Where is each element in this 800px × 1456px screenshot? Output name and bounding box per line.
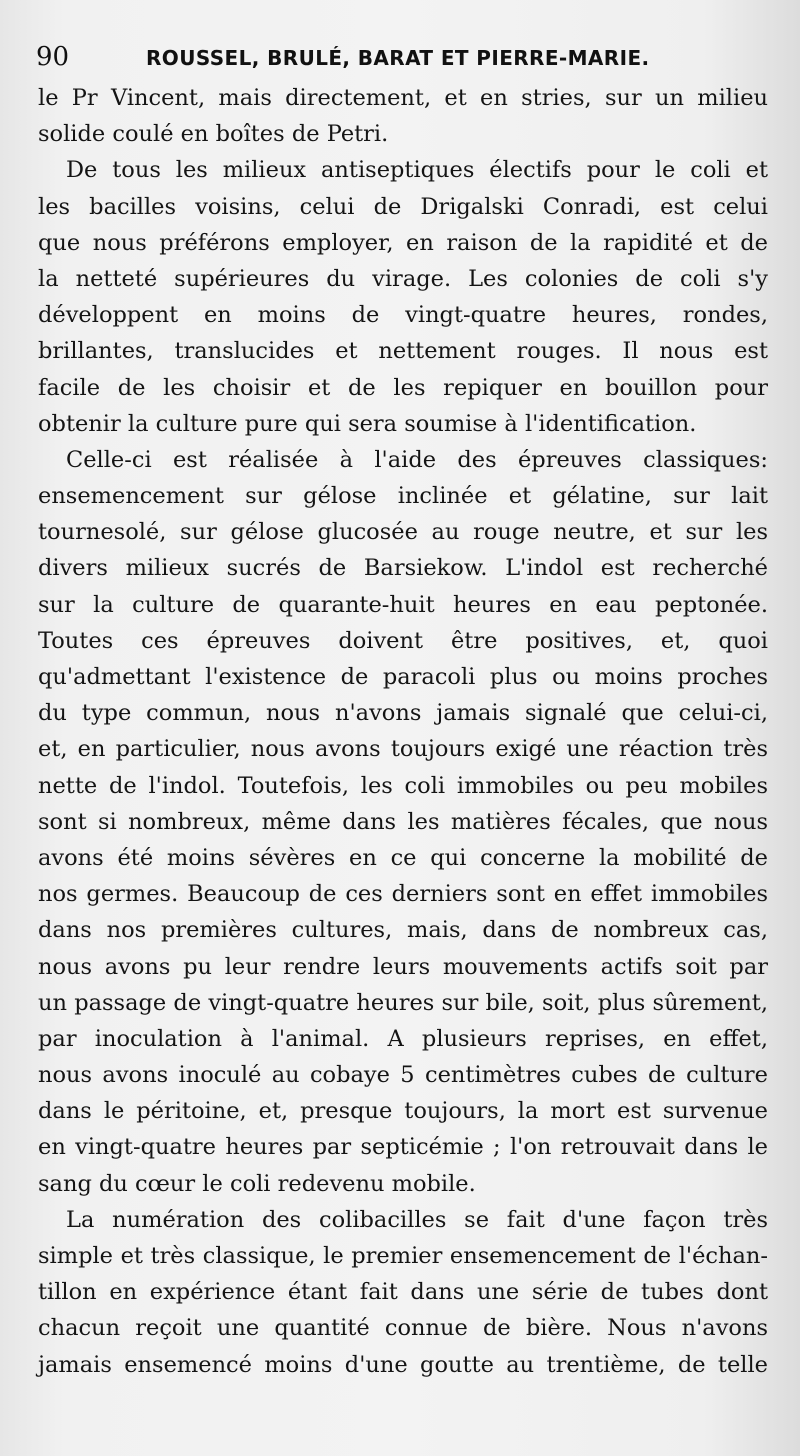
running-head [36, 40, 756, 80]
text-line: facile de les choisir et de les repiquer en bouillon pour [38, 374, 768, 401]
text-line: ensemencement sur gélose inclinée et gélatine, sur lait [38, 483, 768, 510]
text-line: sont si nombreux, même dans les matières fécales, que nous [38, 808, 768, 835]
text-line: tillon en expérience étant fait dans une série de tubes dont [38, 1279, 768, 1306]
text-line: qu'admettant l'existence de paracoli plus ou moins proches [38, 664, 768, 690]
text-line: chacun reçoit une quantité connue de bière. Nous n'avons [38, 1315, 768, 1342]
running-head-authors: ROUSSEL, BRULÉ, BARAT ET PIERRE-MARIE. [146, 46, 650, 70]
text-line: nette de l'indol. Toutefois, les coli immobiles ou peu mobiles [38, 772, 768, 799]
text-line: dans le péritoine, et, presque toujours, la mort est survenue [38, 1098, 768, 1125]
text-line: le Pr Vincent, mais directement, et en stries, sur un milieu [38, 85, 768, 111]
text-line: brillantes, translucides et nettement rouges. Il nous est [38, 338, 768, 365]
page-number: 90 [36, 42, 70, 72]
text-line: simple et très classique, le premier ensemencement de l'échan- [38, 1243, 768, 1269]
text-line: obtenir la culture pure qui sera soumise à l'identification. [38, 410, 697, 437]
text-line: un passage de vingt-quatre heures sur bile, soit, plus sûrement, [38, 989, 768, 1016]
text-line: De tous les milieux antiseptiques électifs pour le coli et [66, 157, 768, 184]
text-line: en vingt-quatre heures par septicémie ; l'on retrouvait dans le [38, 1134, 768, 1161]
text-line: du type commun, nous n'avons jamais signalé que celui-ci, [38, 700, 768, 727]
text-line: sang du cœur le coli redevenu mobile. [38, 1170, 476, 1197]
text-line: et, en particulier, nous avons toujours exigé une réaction très [38, 736, 768, 763]
text-line: La numération des colibacilles se fait d'une façon très [66, 1206, 768, 1233]
body-text [38, 80, 768, 1383]
text-line: développent en moins de vingt-quatre heures, rondes, [38, 302, 768, 329]
text-line: nous avons pu leur rendre leurs mouvements actifs soit par [38, 953, 768, 980]
text-line: nous avons inoculé au cobaye 5 centimètres cubes de culture [38, 1062, 768, 1089]
text-line: dans nos premières cultures, mais, dans de nombreux cas, [38, 917, 768, 944]
text-line: nos germes. Beaucoup de ces derniers sont en effet immobiles [38, 881, 768, 908]
text-line: Celle-ci est réalisée à l'aide des épreuves classiques: [66, 446, 768, 473]
text-line: la netteté supérieures du virage. Les colonies de coli s'y [38, 265, 768, 292]
text-line: Toutes ces épreuves doivent être positives, et, quoi [38, 627, 768, 654]
text-line: par inoculation à l'animal. A plusieurs reprises, en effet, [38, 1025, 768, 1052]
text-line: que nous préférons employer, en raison de la rapidité et de [38, 229, 768, 256]
text-line: sur la culture de quarante-huit heures en eau peptonée. [38, 591, 768, 618]
text-line: solide coulé en boîtes de Petri. [38, 121, 389, 148]
text-line: avons été moins sévères en ce qui concerne la mobilité de [38, 844, 768, 871]
text-line: les bacilles voisins, celui de Drigalski Conradi, est celui [38, 193, 768, 220]
text-line: jamais ensemencé moins d'une goutte au trentième, de telle [38, 1351, 768, 1378]
text-line: tournesolé, sur gélose glucosée au rouge neutre, et sur les [38, 519, 768, 546]
text-line: divers milieux sucrés de Barsiekow. L'indol est recherché [38, 555, 768, 582]
